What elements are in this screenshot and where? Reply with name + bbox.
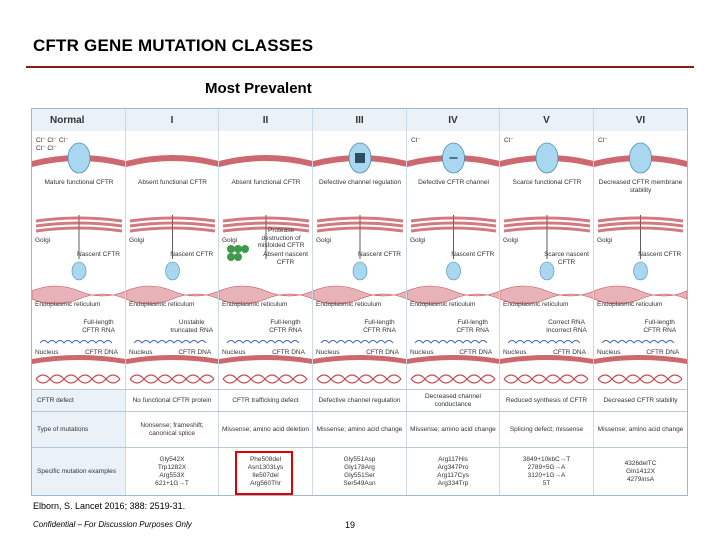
table-cell: Defective channel regulation [313,390,407,411]
table-cell: Nonsense; frameshift; canonical splice [126,412,219,447]
table-cell: Splicing defect; missense [500,412,594,447]
mutation-example: Arg553X [159,471,185,479]
dna-label: CFTR DNA [553,349,586,356]
mechanism-panel-5 [500,131,594,389]
top-state-label: Defective channel regulation [318,179,402,186]
rna-strand [40,341,112,344]
nascent-state-label: Nascent CFTR [358,251,401,258]
mutation-example: Arg334Trp [437,479,469,487]
table-cell: Decreased CFTR stability [603,396,678,404]
dna-label: CFTR DNA [366,349,399,356]
rna-state-label: Full-length CFTR RNA [363,319,396,334]
dna-helix [411,379,495,383]
mutation-example: 3120+1G→A [527,471,566,479]
cftr-channel-icon [630,143,652,173]
mutation-example: 3849+10kbC→T [522,455,571,463]
golgi-label: Golgi [410,237,426,244]
cftr-mutation-figure [31,108,688,496]
er-label: Endoplasmic reticulum [316,301,382,308]
table-cell: Missense; amino acid change [313,412,407,447]
mechanism-panel-6 [594,131,687,389]
prevalent-mutation-highlight [235,451,293,495]
rna-strand [602,341,674,344]
rna-strand [415,341,487,344]
table-cell: No functional CFTR protein [126,390,219,411]
nucleus-label: Nucleus [410,349,434,356]
cftr-channel-icon [536,143,558,173]
mutation-table [32,389,687,495]
protease-cluster-icon [234,245,242,253]
golgi-label: Golgi [129,237,145,244]
column-header-class-6: VI [594,109,687,131]
rna-strand [227,341,299,344]
rna-state-label: Full-length CFTR RNA [82,319,115,334]
mechanism-panel-4 [407,131,500,389]
column-header-class-5: V [500,109,594,131]
top-state-label: Mature functional CFTR [44,179,114,186]
mutation-example: Trp1282X [157,463,187,471]
mechanism-panel-3 [313,131,407,389]
mutation-example: Gly551Ser [344,471,375,479]
table-cell: Missense; amino acid deletion [219,412,313,447]
mechanism-panel-1 [126,131,219,389]
rna-state-label: Full-length CFTR RNA [643,319,677,334]
table-cell: CFTR trafficking defect [219,390,313,411]
cell-membrane [126,155,219,167]
top-state-label: Absent functional CFTR [231,179,301,186]
table-cell-examples [594,448,687,495]
column-header-row [32,109,687,131]
rna-state-label: Full-length CFTR RNA [456,319,490,334]
top-state-label: Scarce functional CFTR [512,179,582,186]
top-state-label: Decreased CFTR membrane stability [598,179,683,194]
table-cell: Missense; amino acid change [597,425,684,433]
mechanism-panel-2 [219,131,313,389]
column-header-normal: Normal [32,109,126,131]
top-state-label: Defective CFTR channel [418,179,489,186]
dna-label: CFTR DNA [646,349,680,356]
rna-strand [134,341,206,344]
mutation-example: Ile507del [252,471,279,479]
mutation-example: Gly551Asp [343,455,376,463]
column-header-class-2: II [219,109,313,131]
table-cell: Missense; amino acid change [407,412,500,447]
mutation-example: 621+1G→T [155,479,189,487]
nascent-state-label: Nascent CFTR [170,251,214,258]
nucleus-label: Nucleus [222,349,246,356]
nascent-cftr-icon [72,262,86,280]
mutation-example: Arg117His [438,455,468,463]
citation: Elborn, S. Lancet 2016; 388: 2519-31. [33,501,186,511]
table-row-mutation-type [32,411,687,447]
page-number: 19 [345,520,356,530]
mutation-example: Gly178Arg [344,463,375,471]
nascent-state-label: Scarce nascent CFTR [544,251,589,266]
nascent-cftr-icon [447,262,461,280]
dna-helix [223,379,307,383]
nucleus-label: Nucleus [316,349,340,356]
dna-helix [598,379,682,383]
er-label: Endoplasmic reticulum [222,301,288,308]
nascent-state-label: Nascent CFTR [77,251,120,258]
chloride-ion-label: Cl⁻ Cl⁻ Cl⁻ Cl⁻ Cl⁻ [36,137,69,152]
dna-helix [130,379,214,383]
nascent-cftr-icon [634,262,648,280]
channel-gate-block-icon [355,153,365,163]
top-state-label: Absent functional CFTR [137,179,207,186]
table-cell-examples [313,448,407,495]
column-header-class-4: IV [407,109,500,131]
mutation-example: 2789+5G→A [527,463,566,471]
dna-helix [36,379,120,383]
nucleus-label: Nucleus [129,349,153,356]
er-label: Endoplasmic reticulum [129,301,195,308]
mechanism-panels [32,131,687,389]
rna-state-label: Unstable truncated RNA [170,319,214,334]
dna-helix [504,379,588,383]
protease-label: Protease destruction of misfolded CFTR [257,227,305,249]
table-row-defect [32,389,687,411]
row-header-mutation-type: Type of mutations [32,412,126,447]
column-header-class-3: III [313,109,407,131]
nascent-cftr-icon [166,262,180,280]
mutation-example: 4326delTC [624,459,657,467]
mechanism-panel-0 [32,131,126,389]
chloride-ion-label: Cl⁻ [504,137,514,144]
dna-label: CFTR DNA [459,349,493,356]
row-header-defect: CFTR defect [32,390,126,411]
table-cell-examples [500,448,594,495]
nucleus-label: Nucleus [597,349,621,356]
er-label: Endoplasmic reticulum [503,301,569,308]
title-divider [26,66,694,68]
er-label: Endoplasmic reticulum [410,301,476,308]
mutation-example: Gln1412X [626,467,655,475]
mutation-example: Asn1303Lys [247,463,284,471]
chloride-ion-label: Cl⁻ [411,137,421,144]
mutation-example: Gly542X [159,455,185,463]
subtitle: Most Prevalent [205,80,312,97]
nascent-cftr-icon [353,262,367,280]
nascent-state-label: Nascent CFTR [451,251,495,258]
golgi-label: Golgi [503,237,519,244]
nascent-state-label: Absent nascent CFTR [263,251,308,266]
mutation-example: 5T [542,479,551,487]
er-label: Endoplasmic reticulum [35,301,101,308]
golgi-label: Golgi [316,237,332,244]
dna-helix [317,379,401,383]
mutation-example: Ser549Asn [343,479,376,487]
nucleus-label: Nucleus [35,349,59,356]
slide-title: CFTR GENE MUTATION CLASSES [33,36,314,55]
column-header-class-1: I [126,109,219,131]
protease-cluster-icon [227,245,235,253]
nucleus-label: Nucleus [503,349,527,356]
table-row-examples [32,447,687,495]
mutation-example: 4279insA [626,475,655,483]
confidential-footer: Confidential – For Discussion Purposes Only [33,520,192,529]
rna-state-label: Correct RNA Incorrect RNA [546,319,587,334]
mutation-example: Arg117Cys [437,471,469,479]
row-header-examples: Specific mutation examples [32,448,126,495]
protease-cluster-icon [234,253,242,261]
table-cell-examples [407,448,500,495]
table-cell: Decreased channel conductance [407,390,500,411]
table-cell-examples [126,448,219,495]
dna-label: CFTR DNA [178,349,212,356]
chloride-ion-label: Cl⁻ [598,137,608,144]
rna-strand [508,341,580,344]
mutation-example: Phe508del [249,455,282,463]
golgi-label: Golgi [35,237,51,244]
cell-membrane [219,155,313,167]
er-label: Endoplasmic reticulum [597,301,663,308]
mutation-example: Arg560Thr [250,479,281,487]
rna-state-label: Full-length CFTR RNA [269,319,302,334]
golgi-label: Golgi [222,237,238,244]
nascent-state-label: Nascent CFTR [638,251,682,258]
protease-cluster-icon [241,245,249,253]
table-cell: Reduced synthesis of CFTR [500,390,594,411]
protease-cluster-icon [227,253,235,261]
dna-label: CFTR DNA [272,349,305,356]
mutation-example: Arg347Pro [437,463,469,471]
rna-strand [321,341,393,344]
golgi-label: Golgi [597,237,613,244]
dna-label: CFTR DNA [85,349,118,356]
